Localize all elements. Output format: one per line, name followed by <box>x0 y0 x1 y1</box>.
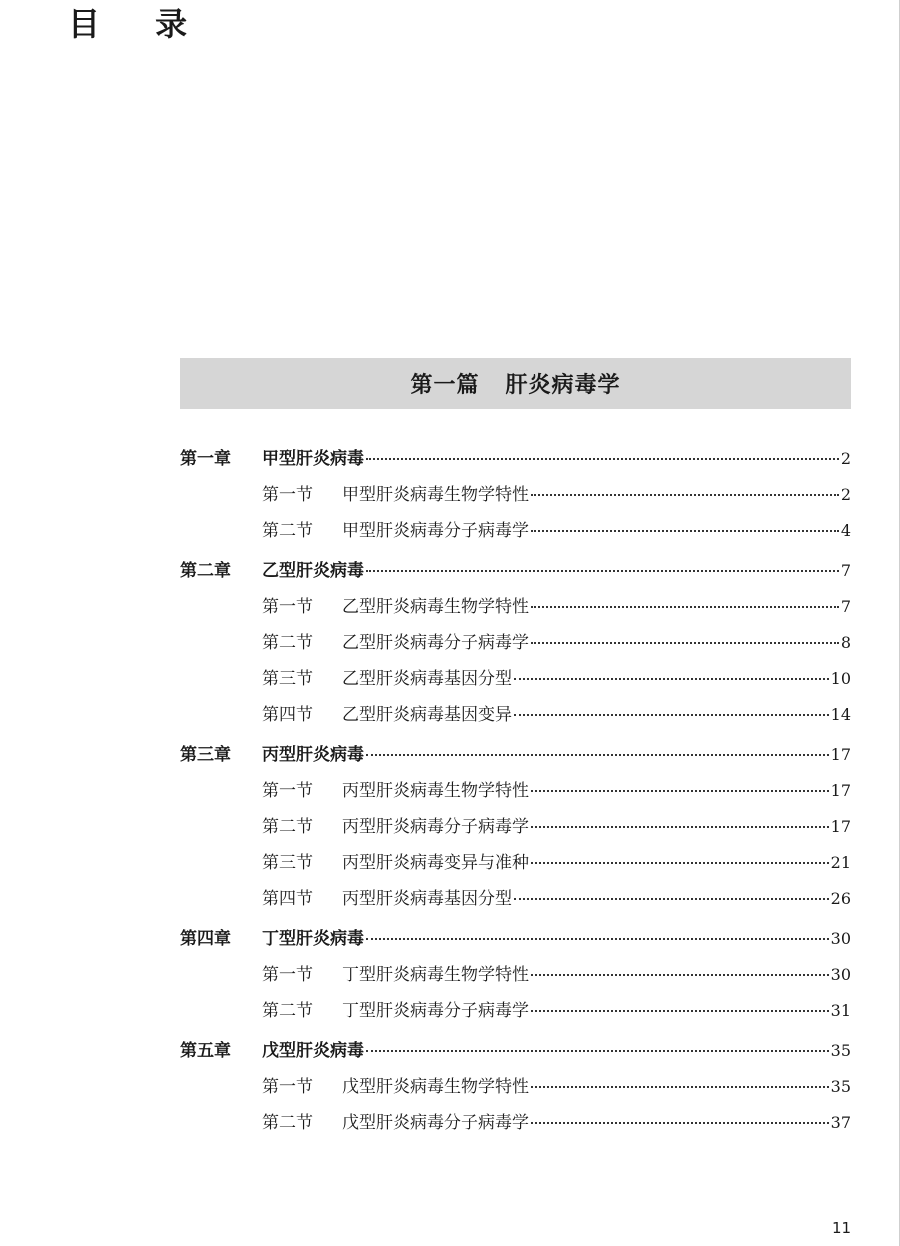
toc-entry-number: 第一节 <box>262 597 313 617</box>
toc-entry-page: 21 <box>830 853 851 872</box>
dot-leader <box>531 790 829 792</box>
toc-entry-number: 第一章 <box>180 449 231 469</box>
toc-entry-number: 第一节 <box>262 1077 313 1097</box>
toc-entry-title: 丙型肝炎病毒生物学特性 <box>342 781 529 801</box>
dot-leader <box>514 678 829 680</box>
toc-section-entry[interactable] <box>180 812 851 848</box>
toc-entry-number: 第一节 <box>262 965 313 985</box>
toc-entry-number: 第二节 <box>262 817 313 837</box>
toc-entry-number: 第四节 <box>262 705 313 725</box>
toc-entry-page: 35 <box>830 1077 851 1096</box>
toc-entry-page: 7 <box>840 597 851 616</box>
dot-leader <box>366 938 829 940</box>
toc-section-entry[interactable] <box>180 1072 851 1108</box>
toc-section-entry[interactable] <box>180 884 851 920</box>
toc-entry-title: 丙型肝炎病毒 <box>262 745 364 765</box>
toc-entry-title: 甲型肝炎病毒 <box>262 449 364 469</box>
toc-entry-page: 30 <box>830 929 851 948</box>
toc-entry-title: 丁型肝炎病毒 <box>262 929 364 949</box>
toc-entry-number: 第二节 <box>262 633 313 653</box>
toc-entry-number: 第二节 <box>262 1001 313 1021</box>
toc-section-entry[interactable] <box>180 960 851 996</box>
toc-entry-title: 甲型肝炎病毒分子病毒学 <box>342 521 529 541</box>
toc-chapter-entry[interactable] <box>180 740 851 776</box>
toc-entry-title: 甲型肝炎病毒生物学特性 <box>342 485 529 505</box>
toc-chapter-entry[interactable] <box>180 556 851 592</box>
toc-section-entry[interactable] <box>180 996 851 1032</box>
toc-entry-page: 4 <box>840 521 851 540</box>
dot-leader <box>366 570 839 572</box>
toc-section-entry[interactable] <box>180 592 851 628</box>
dot-leader <box>366 458 839 460</box>
toc-chapter-entry[interactable] <box>180 1036 851 1072</box>
toc-entry-title: 丙型肝炎病毒基因分型 <box>342 889 512 909</box>
page-number: 11 <box>832 1219 852 1237</box>
toc-entry-page: 2 <box>840 485 851 504</box>
toc-section-entry[interactable] <box>180 628 851 664</box>
dot-leader <box>531 974 829 976</box>
toc-section-entry[interactable] <box>180 700 851 736</box>
toc-chapter-entry[interactable] <box>180 924 851 960</box>
toc-entry-page: 17 <box>830 781 851 800</box>
toc-entry-page: 14 <box>830 705 851 724</box>
dot-leader <box>531 826 829 828</box>
toc-section-entry[interactable] <box>180 1108 851 1144</box>
page-title: 目 录 <box>68 5 210 43</box>
toc-entry-page: 30 <box>830 965 851 984</box>
toc-entry-page: 35 <box>830 1041 851 1060</box>
toc-entry-page: 31 <box>830 1001 851 1020</box>
part-title: 肝炎病毒学 <box>505 372 621 398</box>
toc-section-entry[interactable] <box>180 480 851 516</box>
dot-leader <box>531 1122 829 1124</box>
toc-entry-number: 第四节 <box>262 889 313 909</box>
toc-entry-title: 丙型肝炎病毒分子病毒学 <box>342 817 529 837</box>
toc-entry-page: 17 <box>830 817 851 836</box>
dot-leader <box>531 530 839 532</box>
table-of-contents <box>180 444 851 1144</box>
toc-entry-title: 乙型肝炎病毒基因分型 <box>342 669 512 689</box>
dot-leader <box>531 606 839 608</box>
part-banner <box>180 358 851 409</box>
toc-section-entry[interactable] <box>180 516 851 552</box>
dot-leader <box>531 1086 829 1088</box>
toc-entry-number: 第三章 <box>180 745 231 765</box>
toc-entry-number: 第一节 <box>262 781 313 801</box>
dot-leader <box>366 754 829 756</box>
toc-entry-page: 10 <box>830 669 851 688</box>
toc-entry-title: 乙型肝炎病毒分子病毒学 <box>342 633 529 653</box>
toc-entry-number: 第一节 <box>262 485 313 505</box>
toc-section-entry[interactable] <box>180 848 851 884</box>
dot-leader <box>366 1050 829 1052</box>
dot-leader <box>514 714 829 716</box>
toc-entry-number: 第五章 <box>180 1041 231 1061</box>
toc-entry-title: 乙型肝炎病毒 <box>262 561 364 581</box>
toc-entry-title: 乙型肝炎病毒生物学特性 <box>342 597 529 617</box>
dot-leader <box>531 642 839 644</box>
toc-section-entry[interactable] <box>180 776 851 812</box>
part-label: 第一篇 <box>410 372 480 398</box>
toc-entry-title: 丁型肝炎病毒分子病毒学 <box>342 1001 529 1021</box>
toc-entry-page: 8 <box>840 633 851 652</box>
dot-leader <box>531 862 829 864</box>
toc-entry-page: 7 <box>840 561 851 580</box>
toc-entry-number: 第三节 <box>262 669 313 689</box>
toc-entry-title: 戊型肝炎病毒分子病毒学 <box>342 1113 529 1133</box>
dot-leader <box>531 1010 829 1012</box>
toc-chapter-entry[interactable] <box>180 444 851 480</box>
toc-entry-title: 戊型肝炎病毒生物学特性 <box>342 1077 529 1097</box>
toc-entry-title: 乙型肝炎病毒基因变异 <box>342 705 512 725</box>
toc-entry-page: 17 <box>830 745 851 764</box>
toc-entry-number: 第二章 <box>180 561 231 581</box>
toc-entry-number: 第二节 <box>262 1113 313 1133</box>
toc-entry-title: 丁型肝炎病毒生物学特性 <box>342 965 529 985</box>
toc-entry-title: 丙型肝炎病毒变异与准种 <box>342 853 529 873</box>
toc-entry-number: 第三节 <box>262 853 313 873</box>
toc-entry-title: 戊型肝炎病毒 <box>262 1041 364 1061</box>
dot-leader <box>531 494 839 496</box>
toc-entry-page: 2 <box>840 449 851 468</box>
toc-entry-number: 第二节 <box>262 521 313 541</box>
toc-entry-page: 37 <box>830 1113 851 1132</box>
dot-leader <box>514 898 829 900</box>
toc-entry-page: 26 <box>830 889 851 908</box>
toc-entry-number: 第四章 <box>180 929 231 949</box>
toc-section-entry[interactable] <box>180 664 851 700</box>
